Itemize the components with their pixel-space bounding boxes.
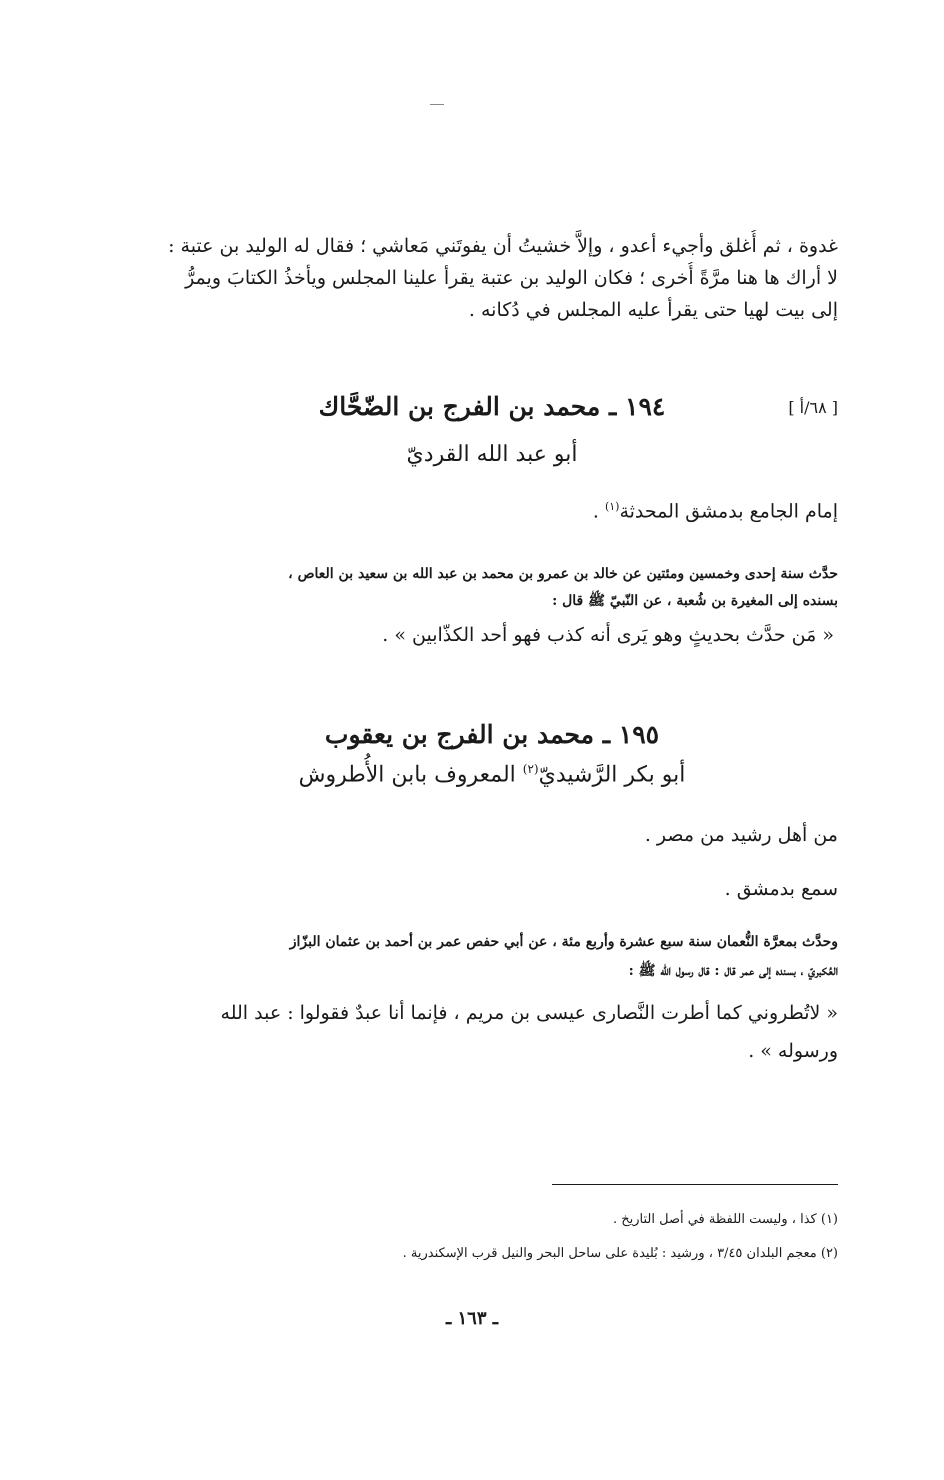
intro-paragraph xyxy=(146,230,838,326)
entry-195-kunya xyxy=(146,762,838,787)
entry-195-hadith-line: « لاتُطروني كما أطرت النَّصارى عيسى بن مريم ، فإنما أنا عبدٌ فقولوا : عبد الله xyxy=(220,1002,838,1024)
entry-195-kunya-known-as: المعروف بابن الأُطروش xyxy=(298,762,523,788)
page-number: ـ ١٦٣ ـ xyxy=(445,1308,499,1329)
entry-194-isnad-line: بسنده إلى المغيرة بن شُعبة ، عن النّبيّ ﷺ قال : xyxy=(552,593,838,609)
entry-194-kunya: أبو عبد الله القرديّ xyxy=(406,442,578,467)
entry-195-origin: من أهل رشيد من مصر . xyxy=(644,824,838,846)
entry-194-description xyxy=(593,500,838,522)
intro-line: غدوة ، ثم أُغلق وأجيء أعدو ، وإلاَّ خشيتُ أن يفوتَني مَعاشي ؛ فقال له الوليد بن عتبة : xyxy=(168,235,838,257)
intro-line: إلى بيت لهيا حتى يقرأ عليه المجلس في دُكانه . xyxy=(468,299,838,321)
entry-195-title: ١٩٥ ـ محمد بن الفرج بن يعقوب xyxy=(324,720,660,749)
entry-194-isnad-line: حدَّث سنة إحدى وخمسين ومئتين عن خالد بن عمرو بن محمد بن عبد الله بن سعيد بن العاص ، xyxy=(288,566,838,582)
footnote-rule xyxy=(552,1184,838,1185)
entry-194-description-end: . xyxy=(592,500,605,523)
footnote-ref-1: (١) xyxy=(604,500,620,513)
entry-194-title: ١٩٤ ـ محمد بن الفرج بن الضّحَّاك xyxy=(318,392,666,421)
footnote-2: (٢) معجم البلدان ٣/٤٥ ، ورشيد : بُليدة على ساحل البحر والنيل قرب الإسكندرية . xyxy=(402,1246,838,1261)
entry-195-hadith-line: ورسوله » . xyxy=(748,1040,838,1062)
entry-194-description-text: إمام الجامع بدمشق المحدثة xyxy=(619,500,838,523)
footnote-ref-2: (٢) xyxy=(522,762,539,776)
footnote-1: (١) كذا ، وليست اللفظة في أصل التاريخ . xyxy=(612,1212,838,1227)
entry-195-isnad-line: العُكبريّ ، بسنده إلى عمر قال : قال رسول الله ﷺ : xyxy=(628,963,838,979)
entry-195-kunya-name: أبو بكر الرَّشيديّ xyxy=(538,762,686,788)
entry-195-isnad-line: وحدَّث بمعرَّة النُّعمان سنة سبع عشرة وأربع مئة ، عن أبي حفص عمر بن أحمد بن عثمان البزّاز xyxy=(289,934,838,950)
entry-194-hadith: « مَن حدَّث بحديثٍ وهو يَرى أنه كذب فهو أحد الكذّابين » . xyxy=(382,624,834,646)
intro-line: لا أراك ها هنا مرَّةً أُخرى ؛ فكان الوليد بن عتبة يقرأ علينا المجلس ويأخذُ الكتابَ ويمرُّ xyxy=(185,267,838,289)
folio-marker: [ ٦٨/أ ] xyxy=(788,398,838,417)
entry-195-heard: سمع بدمشق . xyxy=(724,878,838,900)
top-mark xyxy=(430,104,444,105)
